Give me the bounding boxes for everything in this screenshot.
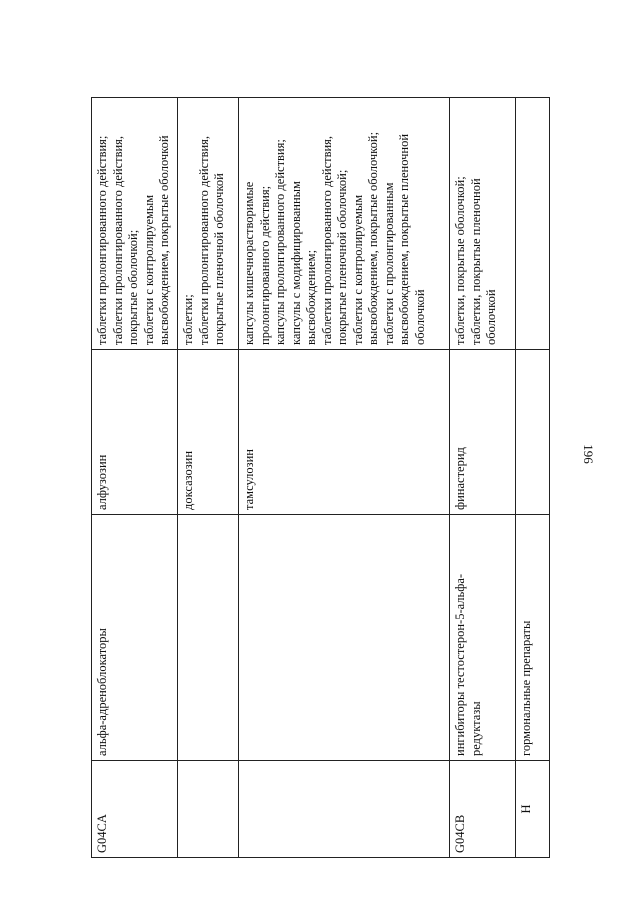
form-line: капсулы с модифицированным: [288, 181, 303, 345]
form-line: капсулы кишечнорастворимые: [242, 181, 256, 345]
form-line: таблетки;: [181, 294, 195, 345]
drug-cell: алфузозин: [92, 350, 178, 515]
table-row: [516, 98, 550, 858]
group-cell: гормональные препараты: [516, 515, 550, 761]
drug-cell: финастерид: [450, 350, 516, 515]
forms-cell: [450, 98, 516, 350]
form-line: таблетки, покрытые пленочной: [468, 178, 483, 345]
table-row: [92, 98, 178, 858]
rotated-table-wrapper: [91, 98, 549, 858]
form-line: капсулы пролонгированного действия;: [273, 139, 287, 345]
drug-cell: [516, 350, 550, 515]
group-cell: [178, 515, 239, 761]
form-line: оболочкой: [484, 289, 498, 345]
drug-table: [91, 97, 550, 858]
form-line: таблетки пролонгированного действия,: [110, 135, 125, 345]
form-line: высвобождением;: [304, 249, 318, 345]
atc-code-cell: G04CB: [450, 761, 516, 858]
atc-code-cell: G04CA: [92, 761, 178, 858]
form-line: таблетки, покрытые оболочкой;: [453, 176, 467, 345]
form-line: таблетки с пролонгированным: [381, 182, 396, 345]
table-row: [239, 98, 450, 858]
group-line: редуктазы: [468, 701, 483, 756]
form-line: покрытые пленочной оболочкой: [212, 173, 226, 345]
form-line: таблетки с контролируемым: [350, 194, 365, 345]
form-line: высвобождением, покрытые оболочкой: [157, 135, 171, 345]
form-line: высвобождением, покрытые пленочной: [397, 133, 411, 345]
forms-cell: [239, 98, 450, 350]
form-line: таблетки с контролируемым: [141, 194, 156, 345]
form-line: таблетки пролонгированного действия,: [196, 135, 211, 345]
form-line: высвобождением, покрытые оболочкой;: [366, 131, 380, 345]
form-line: покрытые пленочной оболочкой;: [335, 169, 349, 345]
form-line: покрытые оболочкой;: [126, 229, 140, 345]
atc-code-cell: [178, 761, 239, 858]
drug-cell: доксазозин: [178, 350, 239, 515]
group-line: ингибиторы тестостерон-5-альфа-: [453, 573, 467, 756]
form-line: таблетки пролонгированного действия,: [319, 135, 334, 345]
form-line: пролонгированного действия;: [257, 185, 272, 345]
drug-cell: тамсулозин: [239, 350, 450, 515]
atc-code-cell: [239, 761, 450, 858]
forms-cell: [178, 98, 239, 350]
group-cell: [450, 515, 516, 761]
table-row: [450, 98, 516, 858]
forms-cell: [92, 98, 178, 350]
page-number: 196: [581, 444, 596, 464]
group-cell: альфа-адреноблокаторы: [92, 515, 178, 761]
forms-cell: [516, 98, 550, 350]
table-row: [178, 98, 239, 858]
form-line: таблетки пролонгированного действия;: [95, 135, 109, 345]
atc-code-cell: H: [516, 761, 550, 858]
form-line: оболочкой: [412, 289, 427, 345]
group-cell: [239, 515, 450, 761]
